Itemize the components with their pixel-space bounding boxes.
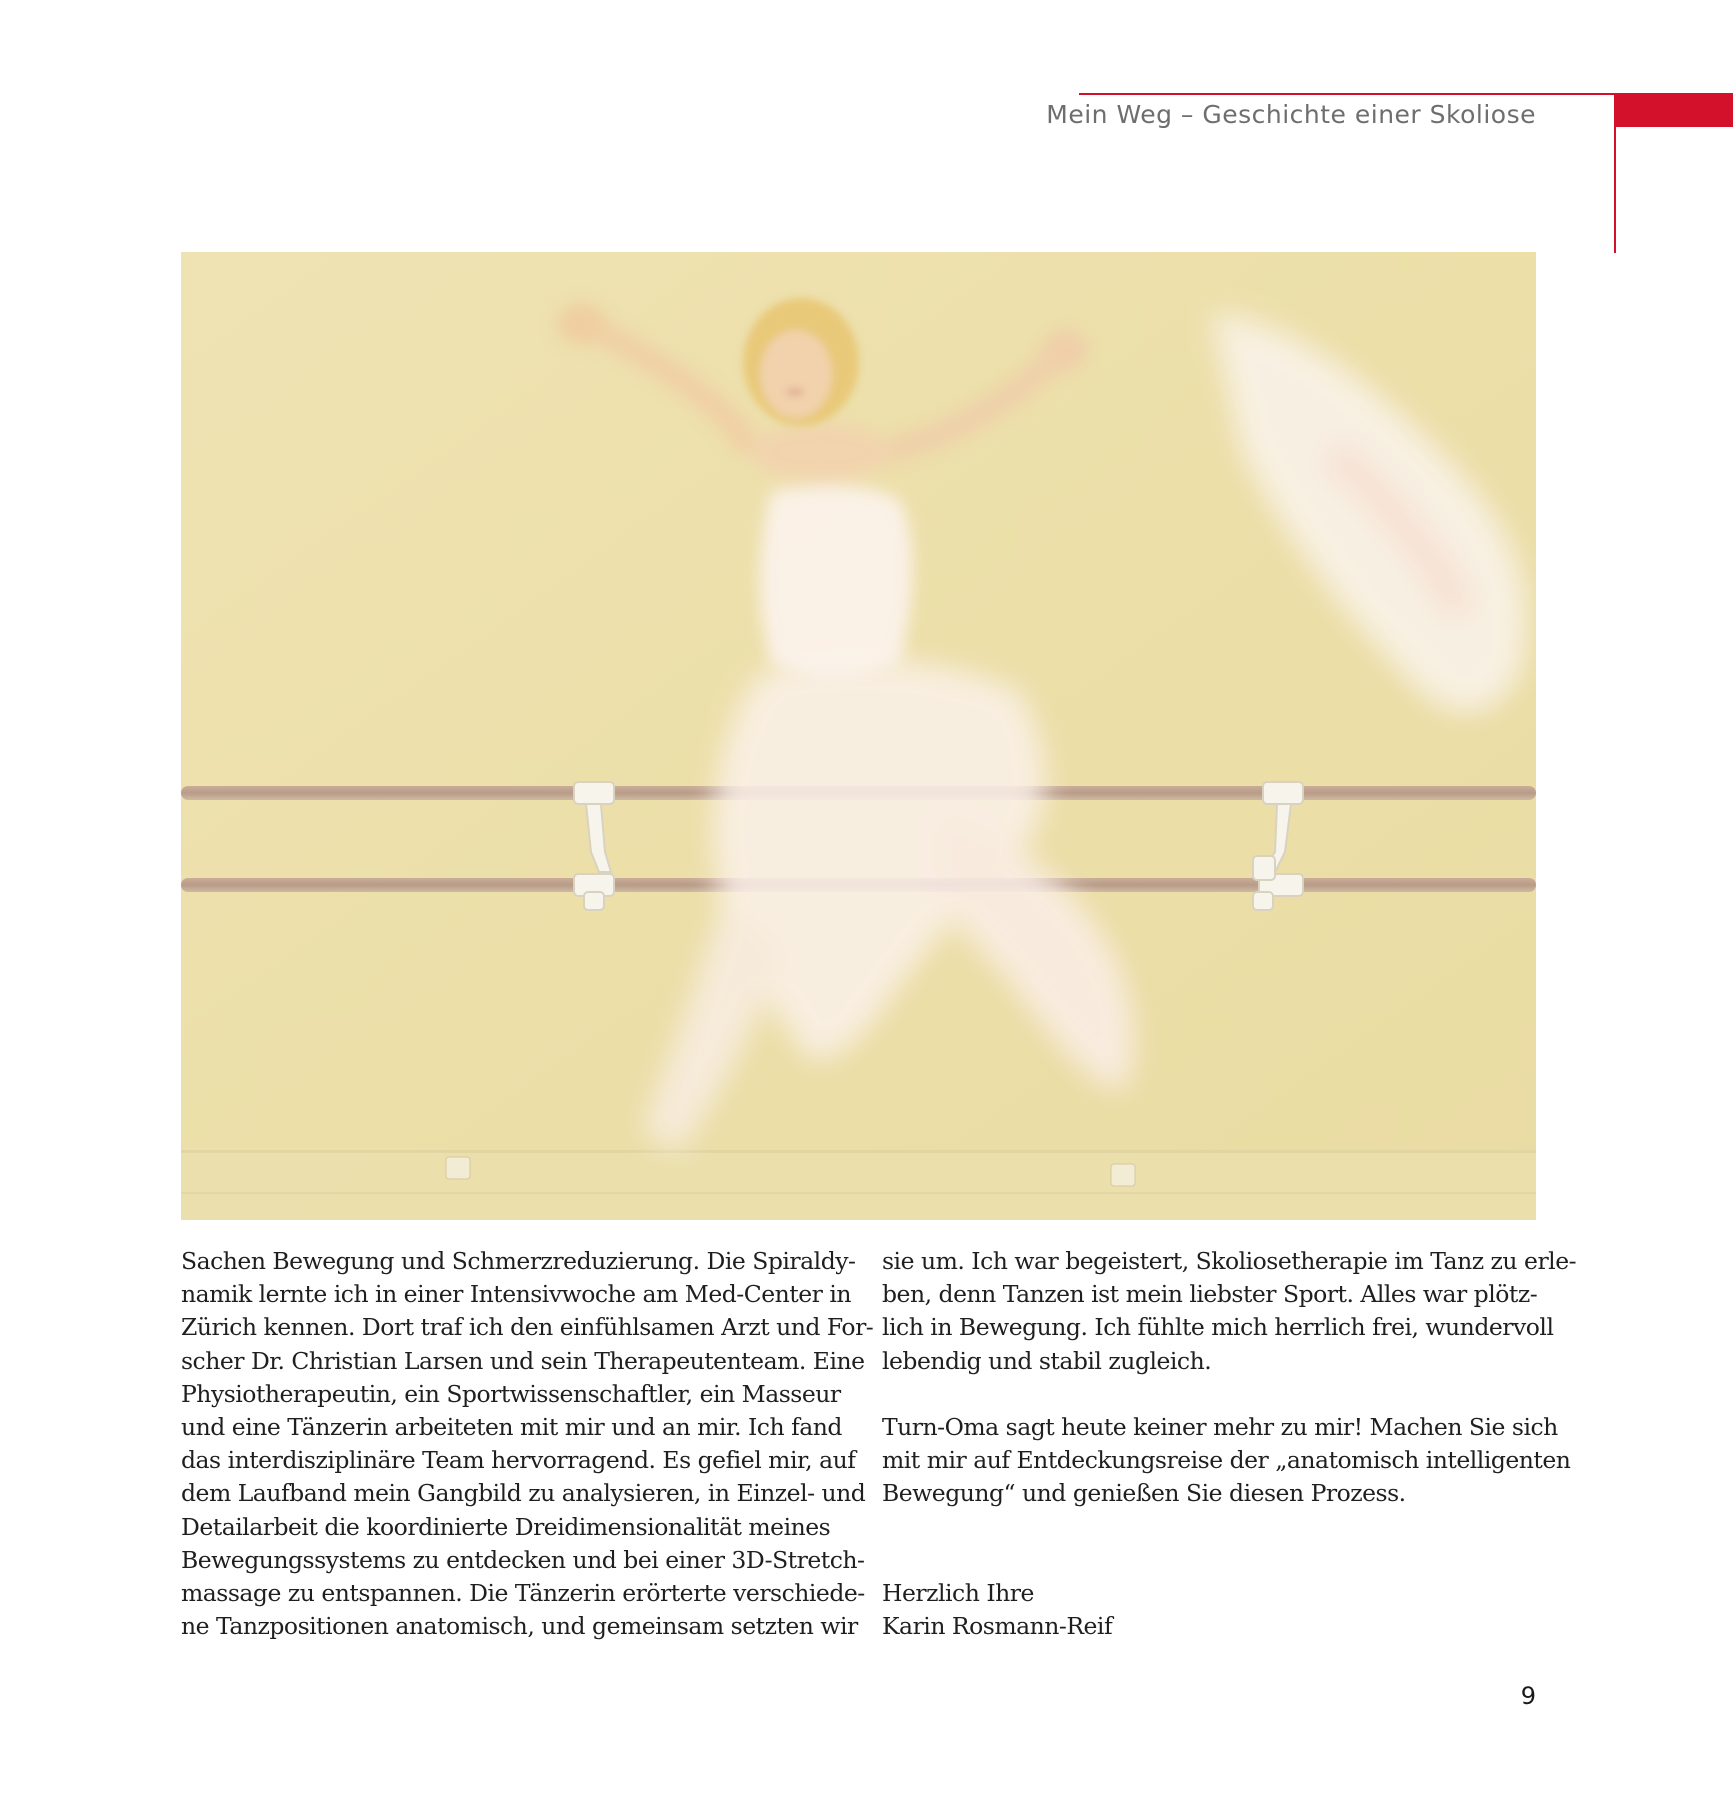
text-line: Physiotherapeutin, ein Sportwissenschaftler, ein Masseur (181, 1379, 841, 1408)
text-line: scher Dr. Christian Larsen und sein Therapeutenteam. Eine (181, 1346, 865, 1375)
text-line: namik lernte ich in einer Intensivwoche am Med-Center in (181, 1280, 851, 1309)
text-line: Bewegung“ und genießen Sie diesen Prozess. (882, 1479, 1406, 1508)
text-line: ne Tanzpositionen anatomisch, und gemeinsam setzten wir (181, 1612, 858, 1641)
text-line: lich in Bewegung. Ich fühlte mich herrlich frei, wundervoll (882, 1313, 1554, 1342)
page-number: 9 (1520, 1682, 1536, 1710)
left-column-text (181, 1245, 874, 1643)
text-line: Detailarbeit die koordinierte Dreidimensionalität meines (181, 1512, 831, 1541)
text-line: dem Laufband mein Gangbild zu analysieren, in Einzel- und (181, 1479, 866, 1508)
text-line: das interdisziplinäre Team hervorragend. Es gefiel mir, auf (181, 1446, 856, 1475)
signature-name: Karin Rosmann-Reif (882, 1612, 1113, 1641)
text-line: massage zu entspannen. Die Tänzerin erörterte verschiede- (181, 1579, 865, 1608)
right-column-text (882, 1245, 1577, 1643)
text-line: ben, denn Tanzen ist mein liebster Sport. Alles war plötz- (882, 1280, 1538, 1309)
text-line: Sachen Bewegung und Schmerzreduzierung. Die Spiraldy- (181, 1247, 856, 1275)
text-line: Turn-Oma sagt heute keiner mehr zu mir! Machen Sie sich (882, 1413, 1558, 1441)
header-accent-block (1614, 93, 1733, 127)
paragraph-gap (882, 1378, 1532, 1411)
text-line: und eine Tänzerin arbeiteten mit mir und an mir. Ich fand (181, 1413, 842, 1442)
running-head: Mein Weg – Geschichte einer Skoliose (1046, 100, 1536, 129)
text-line: Bewegungssystems zu entdecken und bei einer 3D-Stretch- (181, 1545, 865, 1574)
text-line: Zürich kennen. Dort traf ich den einfühlsamen Arzt und For- (181, 1313, 874, 1342)
text-line: mit mir auf Entdeckungsreise der „anatomisch intelligenten (882, 1446, 1571, 1475)
text-line: sie um. Ich war begeistert, Skoliosetherapie im Tanz zu erle- (882, 1247, 1577, 1275)
header-accent-line (1614, 93, 1616, 253)
dancer-photo (181, 252, 1536, 1220)
text-line: lebendig und stabil zugleich. (882, 1346, 1212, 1375)
paragraph-gap (882, 1511, 1532, 1577)
closing-line: Herzlich Ihre (882, 1579, 1034, 1607)
header-rule (1079, 93, 1615, 95)
